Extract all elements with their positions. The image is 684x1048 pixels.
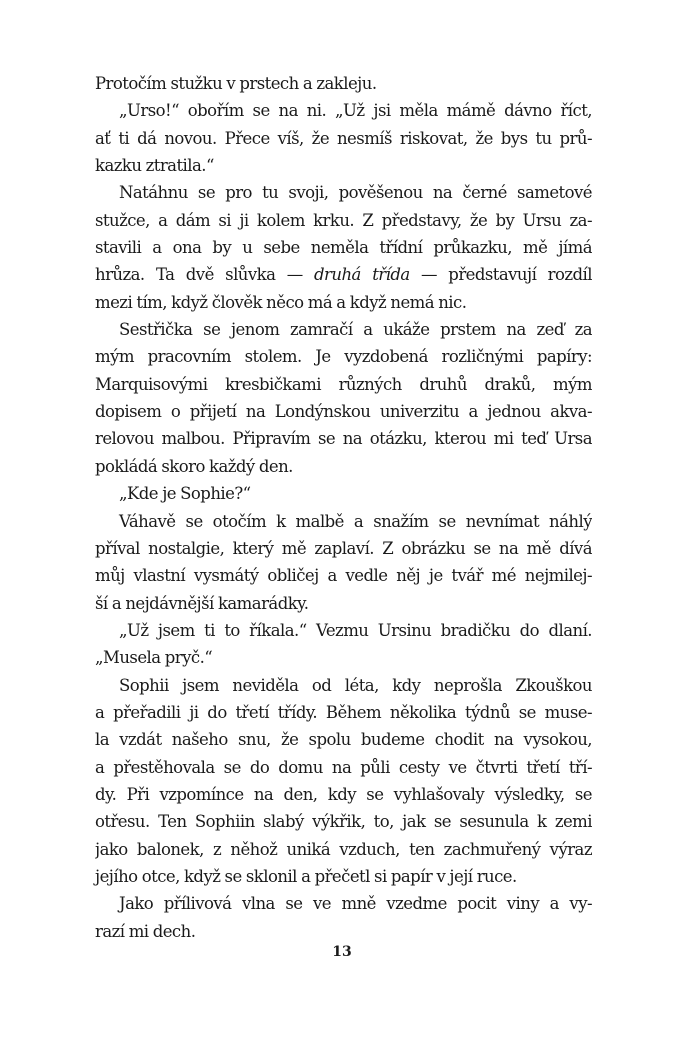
text-line xyxy=(95,289,592,316)
text-segment: „Musela pryč.“ xyxy=(95,648,213,668)
text-line xyxy=(95,261,592,288)
text-line xyxy=(95,179,592,206)
text-segment: dopisem o přijetí na Londýnskou univerzitu a jednou akva- xyxy=(95,402,592,422)
text-line xyxy=(95,453,592,480)
text-line xyxy=(95,590,592,617)
text-segment: jejího otce, když se sklonil a přečetl si papír v její ruce. xyxy=(95,866,517,886)
text-segment: „Urso!“ obořím se na ni. „Už jsi měla mámě dávno říct, xyxy=(119,101,592,121)
text-line xyxy=(95,371,592,398)
text-segment: pokládá skoro každý den. xyxy=(95,456,293,476)
text-line xyxy=(95,535,592,562)
text-line xyxy=(95,234,592,261)
text-segment: ší a nejdávnější kamarádky. xyxy=(95,593,309,613)
italic-phrase: druhá třída xyxy=(314,265,410,285)
text-line xyxy=(95,918,592,945)
text-line xyxy=(95,398,592,425)
text-segment: a přestěhovala se do domu na půli cesty ve čtvrti třetí tří- xyxy=(95,757,592,777)
text-line xyxy=(95,70,592,97)
body-text xyxy=(95,70,592,945)
text-line xyxy=(95,836,592,863)
text-segment: příval nostalgie, který mě zaplaví. Z obrázku se na mě dívá xyxy=(95,538,592,558)
text-segment: Sophii jsem neviděla od léta, kdy neprošla Zkouškou xyxy=(119,675,592,695)
text-line xyxy=(95,125,592,152)
page-number: 13 xyxy=(332,944,352,960)
text-line xyxy=(95,97,592,124)
text-segment: můj vlastní vysmátý obličej a vedle něj je tvář mé nejmilej- xyxy=(95,566,592,586)
text-segment: stužce, a dám si ji kolem krku. Z představy, že by Ursu za- xyxy=(95,210,592,230)
text-segment: otřesu. Ten Sophiin slabý výkřik, to, jak se sesunula k zemi xyxy=(95,812,592,832)
text-segment: Protočím stužku v prstech a zakleju. xyxy=(95,74,377,93)
text-line xyxy=(95,644,592,671)
text-line xyxy=(95,152,592,179)
text-segment: mým pracovním stolem. Je vyzdobená rozličnými papíry: xyxy=(95,347,592,367)
text-segment: ať ti dá novou. Přece víš, že nesmíš riskovat, že bys tu prů- xyxy=(95,128,592,148)
text-line xyxy=(95,726,592,753)
text-segment: kazku ztratila.“ xyxy=(95,156,214,176)
text-segment: „Kde je Sophie?“ xyxy=(119,484,251,504)
text-line xyxy=(95,699,592,726)
text-line xyxy=(95,672,592,699)
text-line xyxy=(95,890,592,917)
text-line xyxy=(95,863,592,890)
text-line xyxy=(95,480,592,507)
text-segment: dy. Při vzpomínce na den, kdy se vyhlašovaly výsledky, se xyxy=(95,784,592,804)
text-line xyxy=(95,508,592,535)
text-line xyxy=(95,808,592,835)
text-segment: a přeřadili ji do třetí třídy. Během několika týdnů se muse- xyxy=(95,702,592,722)
text-segment: — představují rozdíl xyxy=(409,265,592,285)
text-line xyxy=(95,316,592,343)
text-segment: „Už jsem ti to říkala.“ Vezmu Ursinu bradičku do dlaní. xyxy=(119,620,592,640)
text-segment: mezi tím, když člověk něco má a když nemá nic. xyxy=(95,292,467,312)
text-segment: Sestřička se jenom zamračí a ukáže prstem na zeď za xyxy=(119,320,592,340)
text-line xyxy=(95,754,592,781)
text-segment: hrůza. Ta dvě slůvka — xyxy=(95,265,315,285)
text-line xyxy=(95,617,592,644)
text-segment: Marquisovými kresbičkami různých druhů draků, mým xyxy=(95,374,592,394)
text-line xyxy=(95,343,592,370)
text-segment: stavili a ona by u sebe neměla třídní průkazku, mě jímá xyxy=(95,238,592,258)
text-segment: Jako přílivová vlna se ve mně vzedme pocit viny a vy- xyxy=(119,894,592,914)
text-line xyxy=(95,425,592,452)
text-segment: Natáhnu se pro tu svoji, pověšenou na černé sametové xyxy=(119,183,592,203)
text-segment: la vzdát našeho snu, že spolu budeme chodit na vysokou, xyxy=(95,730,592,750)
text-line xyxy=(95,781,592,808)
text-segment: razí mi dech. xyxy=(95,921,196,941)
text-segment: Váhavě se otočím k malbě a snažím se nevnímat náhlý xyxy=(119,511,592,531)
text-line xyxy=(95,207,592,234)
text-line xyxy=(95,562,592,589)
text-segment: relovou malbou. Připravím se na otázku, kterou mi teď Ursa xyxy=(95,429,592,449)
text-segment: jako balonek, z něhož uniká vzduch, ten zachmuřený výraz xyxy=(95,839,592,859)
